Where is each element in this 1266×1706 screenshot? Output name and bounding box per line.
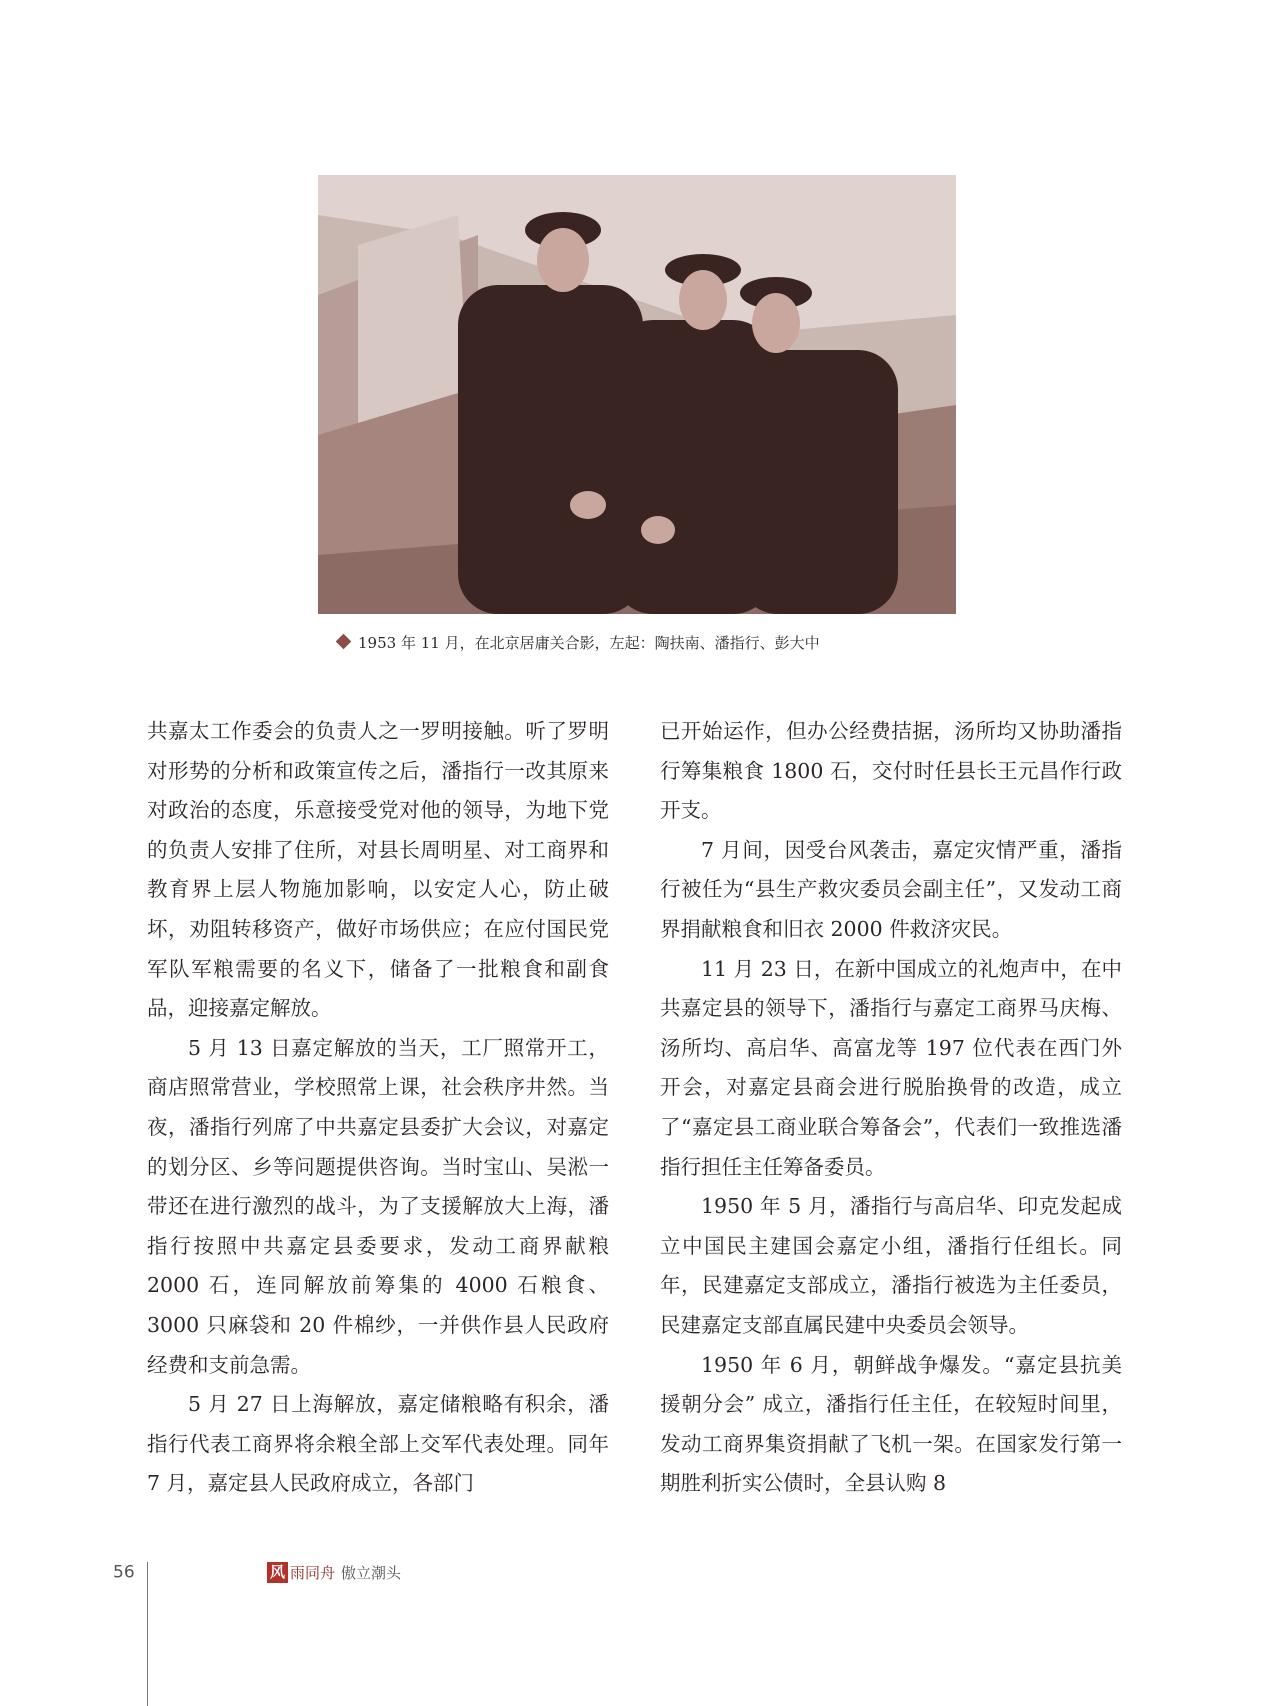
historic-photo <box>318 175 956 614</box>
brand-subtitle: 傲立潮头 <box>341 1564 402 1582</box>
photo-illustration <box>318 175 956 614</box>
paragraph: 已开始运作，但办公经费拮据，汤所均又协助潘指行筹集粮食 1800 石，交付时任县长王元昌作行政开支。 <box>660 719 1122 823</box>
paragraph: 11 月 23 日，在新中国成立的礼炮声中，在中共嘉定县的领导下，潘指行与嘉定工商界马庆梅、汤所均、高启华、高富龙等 197 位代表在西门外开会，对嘉定县商会进行脱胎换骨的改造，成立了“嘉定县工商业联合筹备会”，代表们一致推选潘指行担任主任筹备委员。 <box>660 956 1122 1179</box>
publication-brand <box>267 1562 401 1583</box>
paragraph: 5 月 13 日嘉定解放的当天，工厂照常开工，商店照常营业，学校照常上课，社会秩序井然。当夜，潘指行列席了中共嘉定县委扩大会议，对嘉定的划分区、乡等问题提供咨询。当时宝山、吴淞一带还在进行激烈的战斗，为了支援解放大上海，潘指行按照中共嘉定县委要求，发动工商界献粮 2000 石，连同解放前筹集的 4000 石粮食、3000 只麻袋和 20 件棉纱，一并供作县人民政府经费和支前急需。 <box>147 1035 609 1377</box>
paragraph: 5 月 27 日上海解放，嘉定储粮略有积余，潘指行代表工商界将余粮全部上交军代表处理。同年 7 月，嘉定县人民政府成立，各部门 <box>147 1392 609 1496</box>
footer-divider <box>147 1562 148 1706</box>
diamond-bullet-icon <box>336 634 352 650</box>
photo-caption <box>338 632 1038 653</box>
brand-mark-icon: 风 <box>267 1562 288 1583</box>
right-column <box>660 712 1122 1504</box>
paragraph: 7 月间，因受台风袭击，嘉定灾情严重，潘指行被任为“县生产救灾委员会副主任”，又发动工商界捐献粮食和旧衣 2000 件救济灾民。 <box>660 837 1122 941</box>
paragraph: 共嘉太工作委会的负责人之一罗明接触。听了罗明对形势的分析和政策宣传之后，潘指行一改其原来对政治的态度，乐意接受党对他的领导，为地下党的负责人安排了住所，对县长周明星、对工商界和教育界上层人物施加影响，以安定人心，防止破坏，劝阻转移资产，做好市场供应；在应付国民党军队军粮需要的名义下，储备了一批粮食和副食品，迎接嘉定解放。 <box>147 719 609 1021</box>
caption-text: 1953 年 11 月，在北京居庸关合影，左起：陶扶南、潘指行、彭大中 <box>358 634 820 652</box>
brand-name: 雨同舟 <box>290 1564 336 1582</box>
page-footer <box>113 1562 402 1588</box>
paragraph: 1950 年 6 月，朝鲜战争爆发。“嘉定县抗美援朝分会” 成立，潘指行任主任，在较短时间里，发动工商界集资捐献了飞机一架。在国家发行第一期胜利折实公债时，全县认购 8 <box>660 1352 1122 1496</box>
paragraph: 1950 年 5 月，潘指行与高启华、印克发起成立中国民主建国会嘉定小组，潘指行任组长。同年，民建嘉定支部成立，潘指行被选为主任委员，民建嘉定支部直属民建中央委员会领导。 <box>660 1194 1122 1337</box>
page-number: 56 <box>113 1562 135 1583</box>
left-column <box>147 712 609 1504</box>
